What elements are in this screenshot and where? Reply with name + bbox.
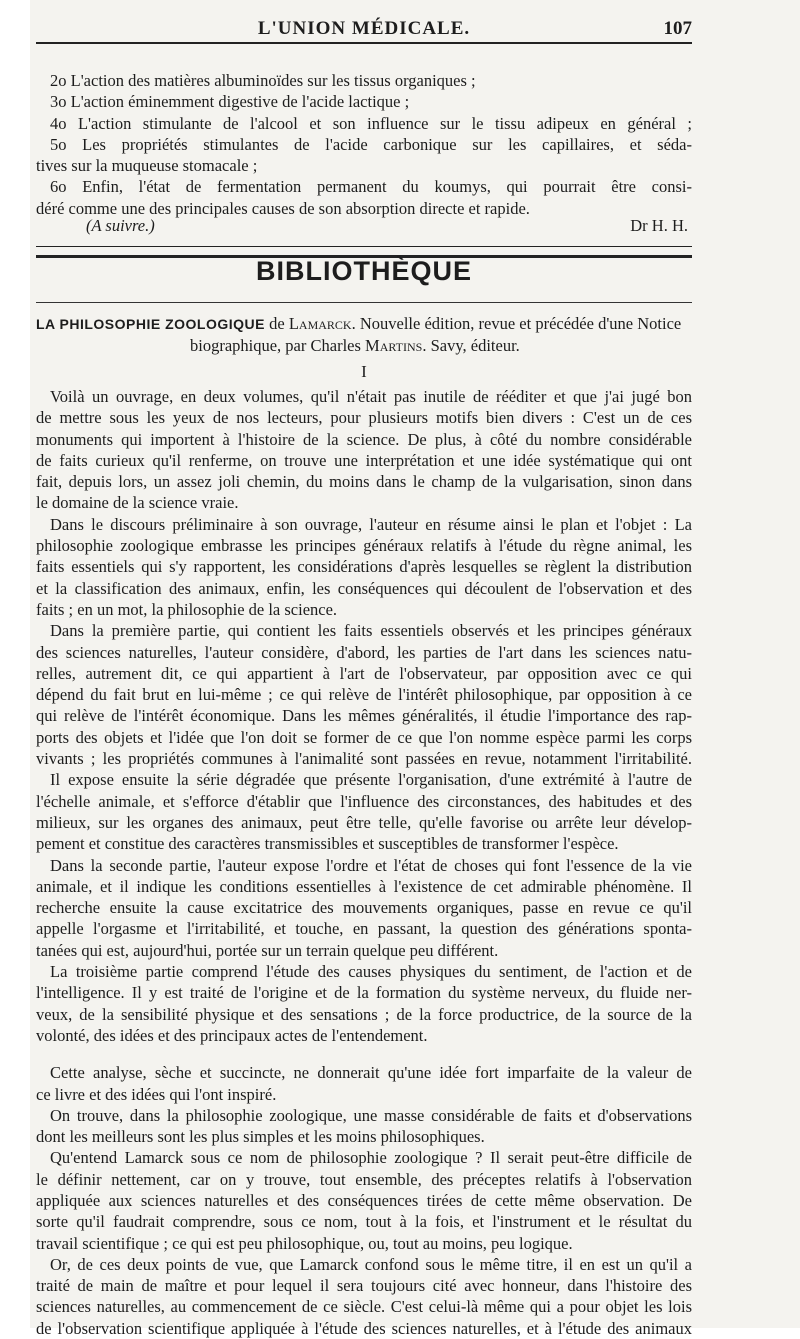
text-line: de faits curieux qu'il renferme, on trouve une interprétation et une idée systématique qui ont [36, 450, 692, 470]
text-line: 4o L'action stimulante de l'alcool et son influence sur le tissu adipeux en général ; [50, 113, 692, 133]
text-line: appelle l'orgasme et l'irritabilité, et touche, en passant, la question des générations sponta- [36, 919, 692, 939]
text-line: pement et constitue des caractères transmissibles et susceptibles de transformer l'espèce. [36, 834, 619, 854]
text-line: ports des objets et l'idée que l'on doit se former de ce que l'on nomme espèce parmi les corps [36, 727, 692, 747]
chapter-number: I [361, 362, 367, 381]
text-line: le domaine de la science vraie. [36, 493, 239, 513]
previous-article-conclusion [36, 70, 692, 219]
text-line: volonté, des idées et des principaux actes de l'entendement. [36, 1025, 428, 1045]
text-line: sorte qu'il faudrait comprendre, sous ce nom, tout à la fois, et l'instrument et le résultat du [36, 1212, 692, 1232]
text-line: dont les meilleurs sont les plus simples et les moins philosophiques. [36, 1127, 485, 1147]
text-line: ce livre et des idées qui l'ont inspiré. [36, 1084, 277, 1104]
article-body [36, 386, 692, 1339]
title-rule [36, 302, 692, 303]
text-line: des sciences naturelles, l'auteur considère, d'abord, les parties de l'art dans les sciences natu- [36, 642, 692, 662]
text-line: l'intelligence. Il y est traité de l'origine et de la formation du système nerveux, du fluide ner- [36, 983, 692, 1003]
text-line: Or, de ces deux points de vue, que Lamarck confond sous le même titre, il en est un qu'il a [50, 1254, 692, 1274]
text-line: traité de main de maître et pour lequel il sera toujours cité avec honneur, dans l'histoire des [36, 1276, 692, 1296]
text-line: Dans la seconde partie, l'auteur expose l'ordre et l'état de choses qui font l'essence de la vie [50, 855, 692, 875]
book-reference-continued [190, 336, 690, 357]
text-line: vivants ; les propriétés communes à l'animalité sont passées en revue, notamment l'irritabilité. [36, 749, 692, 769]
page-header [36, 18, 692, 48]
text-line: travail scientifique ; ce qui est peu philosophique, ou, tout au moins, peu logique. [36, 1233, 573, 1253]
text-line: déré comme une des principales causes de son absorption directe et rapide. [36, 198, 530, 218]
text-line: dépend du fait brut en lui-même ; ce qui relève de l'intérêt philosophique, par opposition à ce [36, 685, 692, 705]
text-line: 2o L'action des matières albuminoïdes sur les tissus organiques ; [50, 71, 476, 90]
text-line: philosophie zoologique embrasse les principes généraux relatifs à l'étude du règne animal, les [36, 536, 692, 556]
paragraph-gap [36, 1046, 692, 1062]
book-reference [36, 314, 692, 335]
text-line: de l'observation scientifique appliquée à l'étude des sciences naturelles, et à l'étude des animaux [36, 1318, 692, 1338]
book-edition: . Nouvelle édition, revue et précédée d'une Notice [351, 314, 682, 333]
book-notice: biographique, par Charles [190, 336, 366, 355]
text-line: Qu'entend Lamarck sous ce nom de philosophie zoologique ? Il serait peut-être difficile de [50, 1148, 692, 1168]
text-line: Dans la première partie, qui contient les faits essentiels observés et les principes généraux [50, 621, 692, 641]
article-footer [36, 216, 692, 238]
text-line: le définir nettement, car on y trouve, tout ensemble, des préceptes relatifs à l'observation [36, 1169, 692, 1189]
book-title: LA PHILOSOPHIE ZOOLOGIQUE [36, 316, 265, 332]
scan-margin [0, 0, 30, 1328]
text-line: Voilà un ouvrage, en deux volumes, qu'il n'était pas inutile de rééditer et que j'ai jugé bon [50, 387, 692, 406]
continuation-note: (A suivre.) [86, 216, 155, 235]
text-line: qui relève de l'intérêt économique. Dans les mêmes généralités, il étudie l'importance des rap- [36, 706, 692, 726]
text-line: appliquée aux sciences naturelles et des conséquences tirées de cette même observation. De [36, 1190, 692, 1210]
text-line: animale, et il indique les conditions essentielles à l'existence de cet admirable phénomène. Il [36, 876, 692, 896]
text-line: 5o Les propriétés stimulantes de l'acide carbonique sur les capillaires, et séda- [50, 134, 692, 154]
text-line: monuments qui importent à l'histoire de la science. De plus, à côté du nombre considérable [36, 429, 692, 449]
text-line: recherche ensuite la cause excitatrice des mouvements organiques, passe en revue ce qu'il [36, 898, 692, 918]
book-publisher: . Savy, éditeur. [422, 336, 520, 355]
text-line: fait, depuis lors, un assez joli chemin, du moins dans le champ de la vulgarisation, sinon dans [36, 472, 692, 492]
text-line: tives sur la muqueuse stomacale ; [36, 156, 258, 176]
text-line: milieux, sur les organes des animaux, peut être telle, qu'elle favorise ou arrête leur dévelop- [36, 812, 692, 832]
text-line: 3o L'action éminemment digestive de l'acide lactique ; [50, 92, 410, 112]
text-line: faits ; en un mot, la philosophie de la science. [36, 599, 338, 619]
text-line: tanées qui est, aujourd'hui, portée sur un terrain quelque peu différent. [36, 940, 499, 960]
text-line: relles, autrement dit, ce qui appartient à l'art de l'observateur, par opposition avec ce qui [36, 663, 692, 683]
book-by: de [265, 314, 289, 333]
header-rule [36, 42, 692, 44]
text-line: La troisième partie comprend l'étude des causes physiques du sentiment, de l'action et de [50, 962, 692, 982]
text-line: 6o Enfin, l'état de fermentation permanent du koumys, qui pourrait être consi- [50, 177, 692, 197]
book-editor: Martins [365, 336, 423, 355]
text-line: faits essentiels qui s'y rapportent, les considérations d'après lesquelles se règlent la distribution [36, 557, 692, 577]
text-line: Il expose ensuite la série dégradée que présente l'organisation, d'une extrémité à l'autre de [50, 770, 692, 790]
text-line: Dans le discours préliminaire à son ouvrage, l'auteur en résume ainsi le plan et l'objet : La [50, 514, 692, 534]
text-line: l'échelle animale, et s'efforce d'établir que l'influence des circonstances, des habitudes et des [36, 791, 692, 811]
book-author: Lamarck [288, 314, 352, 333]
text-line: sciences naturelles, au commencement de ce siècle. C'est celui-là même qui a pour objet les lois [36, 1297, 692, 1317]
text-line: On trouve, dans la philosophie zoologique, une masse considérable de faits et d'observations [50, 1105, 692, 1125]
text-line: Cette analyse, sèche et succincte, ne donnerait qu'une idée fort imparfaite de la valeur de [50, 1063, 692, 1083]
text-line: et la classification des animaux, enfin, les conséquences qui découlent de l'observation et des [36, 578, 692, 598]
text-line: veux, de la sensibilité physique et des sensations ; de la force productrice, de la source de la [36, 1004, 692, 1024]
section-title: BIBLIOTHÈQUE [255, 256, 472, 286]
text-line: de mettre sous les yeux de nos lecteurs, pour plusieurs motifs bien divers : C'est un de ces [36, 408, 692, 428]
journal-title: L'UNION MÉDICALE. [257, 18, 471, 39]
author-signature: Dr H. H. [630, 216, 688, 235]
page-number: 107 [663, 18, 692, 39]
